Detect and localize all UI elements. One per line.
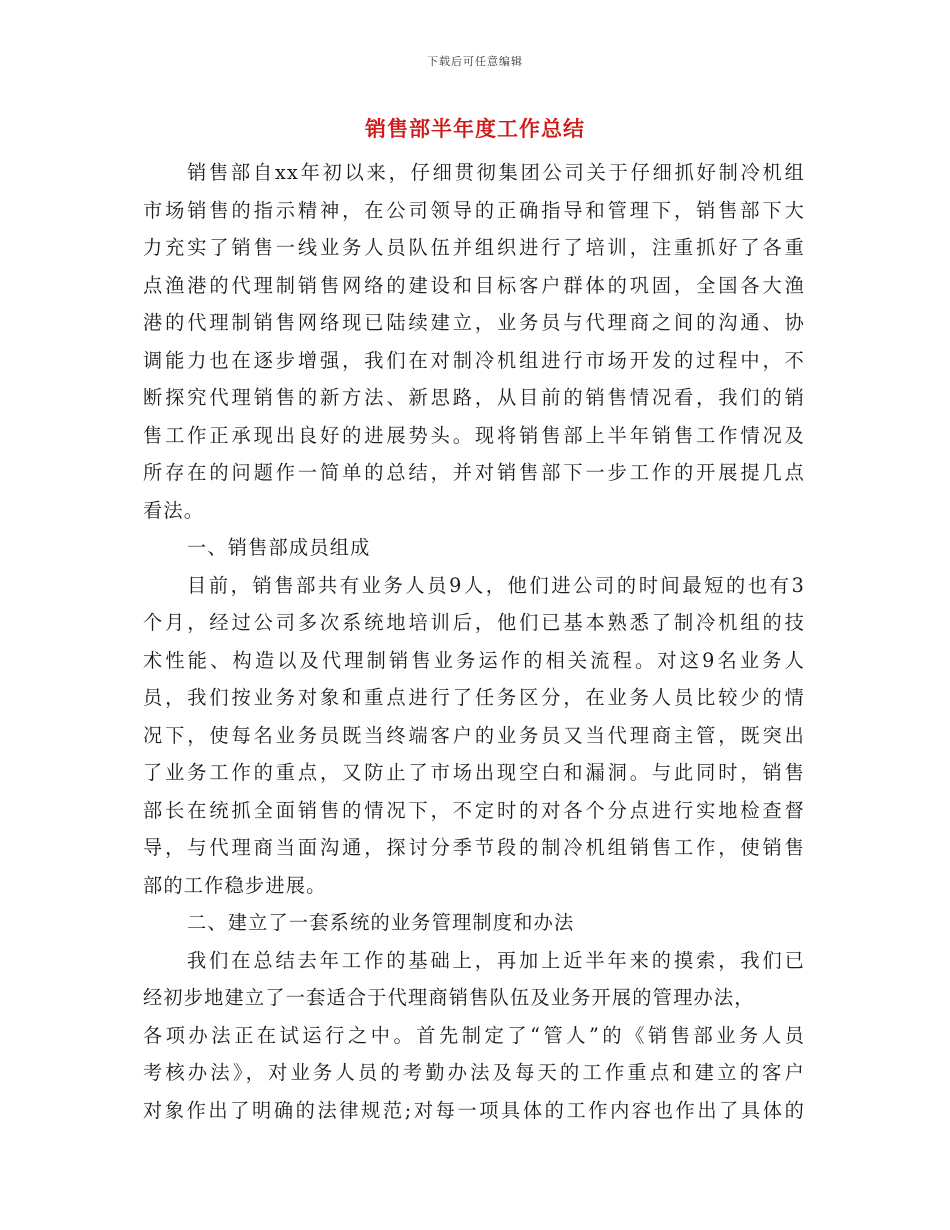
paragraph-line: 对象作出了明确的法律规范;对每一项具体的工作内容也作出了具体的 xyxy=(143,1098,805,1122)
paragraph-line: 员，我们按业务对象和重点进行了任务区分，在业务人员比较少的情 xyxy=(143,686,805,709)
paragraph-line: 个月，经过公司多次系统地培训后，他们已基本熟悉了制冷机组的技 xyxy=(143,611,805,634)
paragraph-line: 了业务工作的重点，又防止了市场出现空白和漏洞。与此同时，销售 xyxy=(143,761,805,784)
paragraph-line: 断探究代理销售的新方法、新思路，从目前的销售情况看，我们的销 xyxy=(143,386,805,409)
paragraph-line: 我们在总结去年工作的基础上，再加上近半年来的摸索，我们已 xyxy=(187,948,805,972)
paragraph-line: 市场销售的指示精神，在公司领导的正确指导和管理下，销售部下大 xyxy=(143,198,805,222)
paragraph-line: 部的工作稳步进展。 xyxy=(143,873,327,897)
document-title: 销售部半年度工作总结 xyxy=(365,116,585,141)
paragraph-line: 力充实了销售一线业务人员队伍并组织进行了培训，注重抓好了各重 xyxy=(143,236,805,259)
paragraph-line: 各项办法正在试运行之中。首先制定了“管人”的《销售部业务人员 xyxy=(143,1023,805,1047)
section-heading: 一、销售部成员组成 xyxy=(187,536,371,559)
document-body xyxy=(143,154,805,1129)
paragraph-line: 经初步地建立了一套适合于代理商销售队伍及业务开展的管理办法， xyxy=(143,986,755,1009)
paragraph-line: 部长在统抓全面销售的情况下，不定时的对各个分点进行实地检查督 xyxy=(143,798,805,822)
paragraph-line: 目前，销售部共有业务人员9人，他们进公司的时间最短的也有3 xyxy=(187,573,805,597)
paragraph-line: 点渔港的代理制销售网络的建设和目标客户群体的巩固，全国各大渔 xyxy=(143,273,805,297)
section-heading: 二、建立了一套系统的业务管理制度和办法 xyxy=(187,911,575,934)
paragraph-line: 考核办法》，对业务人员的考勤办法及每天的工作重点和建立的客户 xyxy=(143,1061,805,1084)
paragraph-line: 港的代理制销售网络现已陆续建立，业务员与代理商之间的沟通、协 xyxy=(143,311,805,334)
paragraph-line: 导，与代理商当面沟通，探讨分季节段的制冷机组销售工作，使销售 xyxy=(143,836,805,859)
header-note: 下载后可任意编辑 xyxy=(427,55,523,68)
paragraph-line: 况下，使每名业务员既当终端客户的业务员又当代理商主管，既突出 xyxy=(143,723,805,747)
paragraph-line: 调能力也在逐步增强，我们在对制冷机组进行市场开发的过程中，不 xyxy=(143,348,805,372)
paragraph-line: 所存在的问题作一简单的总结，并对销售部下一步工作的开展提几点 xyxy=(143,461,805,484)
paragraph-line: 销售部自xx年初以来，仔细贯彻集团公司关于仔细抓好制冷机组 xyxy=(187,161,805,184)
paragraph-line: 看法。 xyxy=(143,498,205,522)
paragraph-line: 术性能、构造以及代理制销售业务运作的相关流程。对这9名业务人 xyxy=(143,648,805,672)
paragraph-line: 售工作正承现出良好的进展势头。现将销售部上半年销售工作情况及 xyxy=(143,423,805,447)
